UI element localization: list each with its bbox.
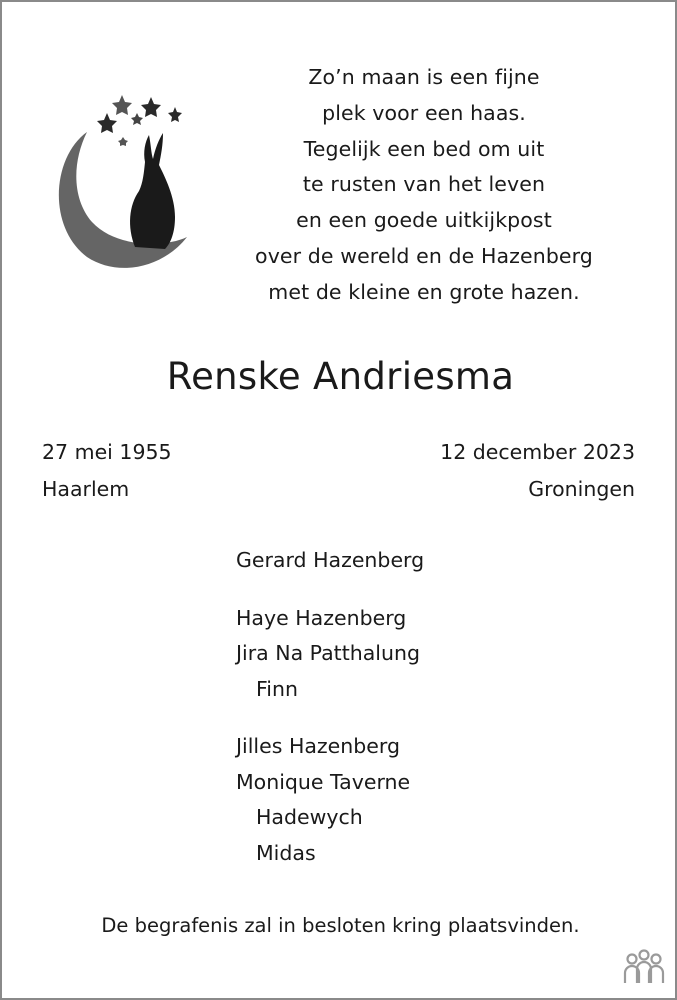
poem	[234, 60, 614, 311]
stars-icon	[97, 95, 182, 146]
hare-icon	[130, 133, 175, 249]
family-group	[236, 601, 424, 708]
grandchild: Midas	[256, 840, 316, 865]
grandchild: Finn	[256, 676, 298, 701]
family-member: Monique Taverne	[236, 769, 411, 794]
poem-line: en een goede uitkijkpost	[296, 208, 552, 233]
poem-line: met de kleine en grote hazen.	[268, 279, 580, 304]
birth-info	[42, 434, 172, 508]
deceased-name: Renske Andriesma	[166, 355, 515, 398]
poem-line: Tegelijk een bed om uit	[303, 136, 545, 161]
poem-line: Zo’n maan is een fijne	[308, 65, 540, 89]
family-member: Gerard Hazenberg	[236, 548, 425, 572]
birth-date: 27 mei 1955	[42, 440, 172, 464]
family-group	[236, 543, 424, 579]
death-date: 12 december 2023	[440, 440, 635, 464]
death-info	[440, 434, 635, 508]
family-member: Jira Na Patthalung	[236, 641, 420, 665]
poem-line: te rusten van het leven	[302, 172, 546, 197]
family-list	[236, 543, 424, 893]
people-group-logo-icon	[619, 947, 669, 987]
funeral-notice: De begrafenis zal in besloten kring plaatsvinden.	[101, 914, 580, 937]
poem-line: plek voor een haas.	[322, 100, 526, 125]
death-place: Groningen	[528, 477, 635, 501]
moon-hare-illustration	[47, 87, 197, 277]
family-group	[236, 729, 424, 871]
family-member: Jilles Hazenberg	[236, 734, 400, 758]
grandchild: Hadewych	[256, 805, 363, 829]
poem-line: over de wereld en de Hazenberg	[255, 243, 593, 268]
family-member: Haye Hazenberg	[236, 605, 407, 630]
birth-place: Haarlem	[42, 477, 130, 501]
